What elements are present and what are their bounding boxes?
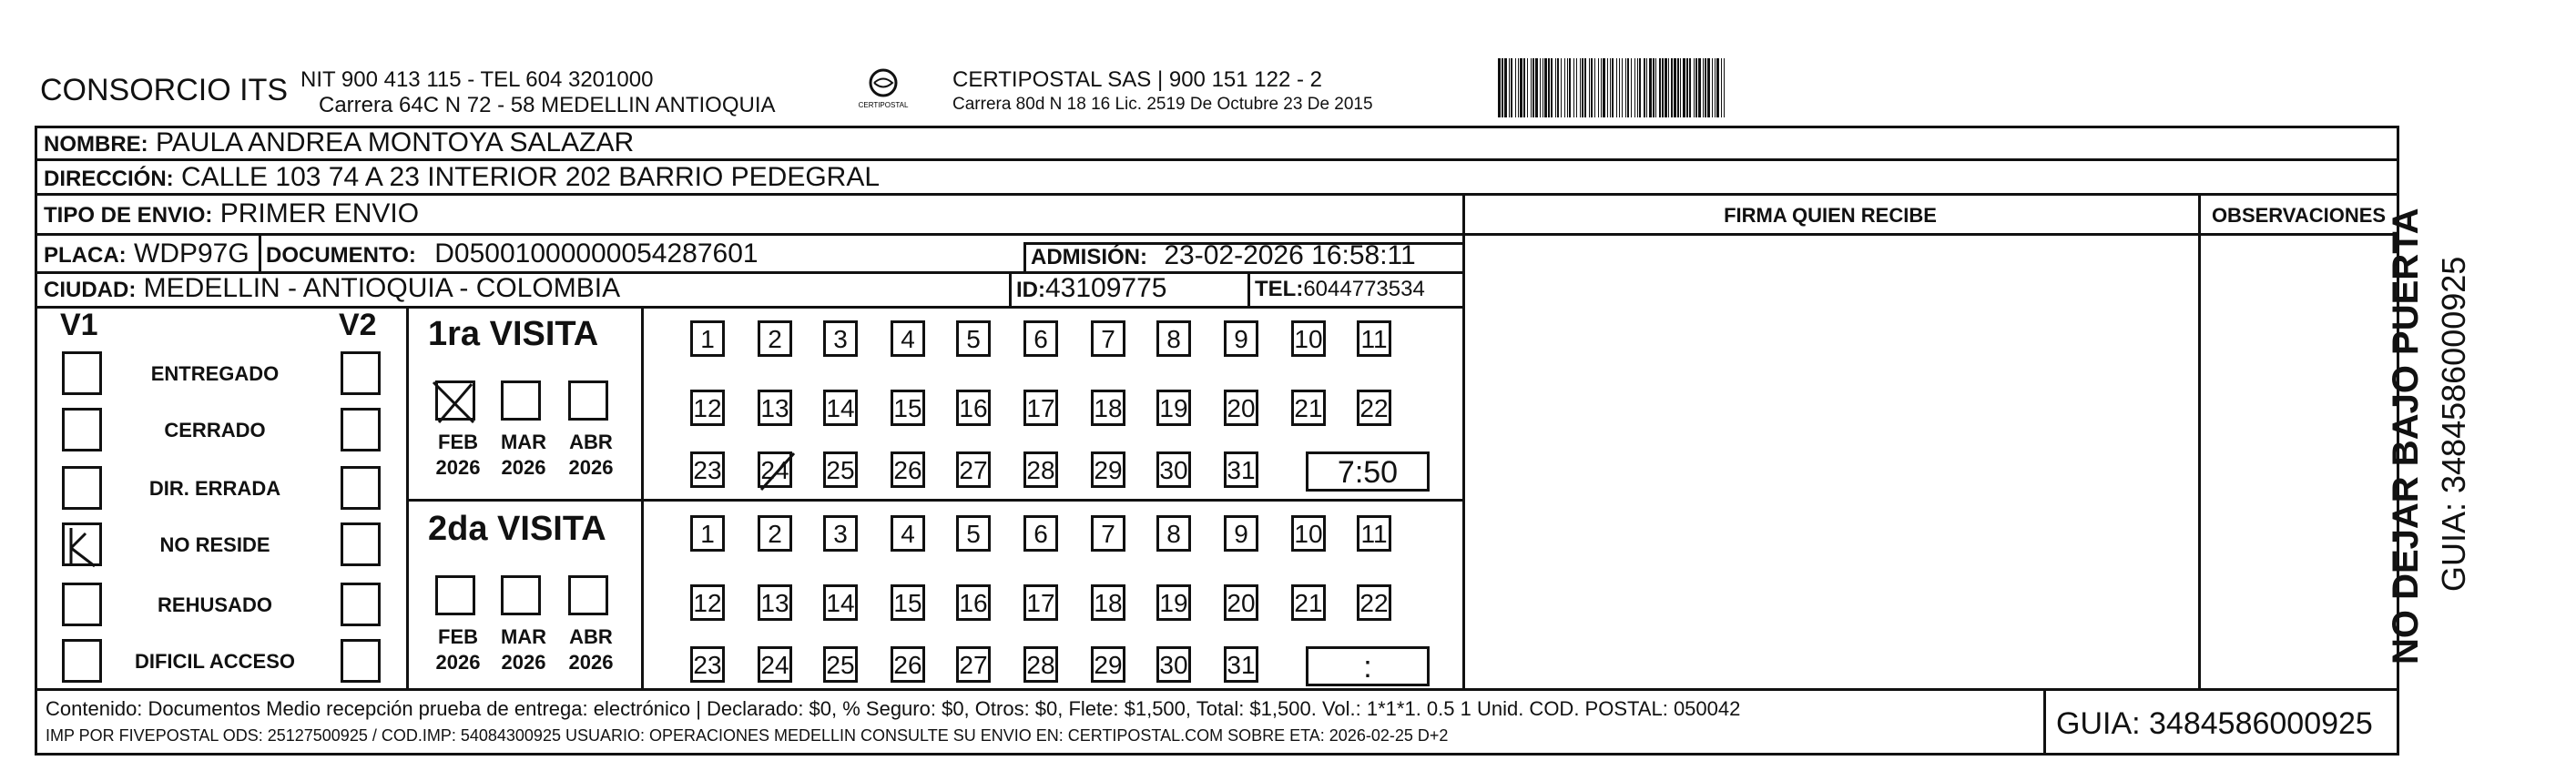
nombre-value: PAULA ANDREA MONTOYA SALAZAR bbox=[156, 127, 635, 157]
day-box[interactable]: 11 bbox=[1357, 515, 1391, 552]
status-divider bbox=[406, 306, 409, 688]
barcode-bar bbox=[1705, 58, 1706, 117]
month-label bbox=[492, 624, 555, 675]
footer-divider bbox=[2043, 688, 2046, 756]
time-box[interactable] bbox=[1306, 451, 1430, 492]
barcode-bar bbox=[1703, 58, 1704, 117]
time-box[interactable] bbox=[1306, 646, 1430, 686]
cell-divider bbox=[259, 233, 261, 271]
day-box[interactable]: 15 bbox=[891, 584, 925, 621]
barcode-bar bbox=[1548, 58, 1550, 117]
v2-checkbox[interactable] bbox=[341, 583, 381, 626]
day-box[interactable]: 7 bbox=[1091, 320, 1125, 357]
observaciones-header: OBSERVACIONES bbox=[2211, 204, 2387, 227]
tel-label: TEL: bbox=[1255, 277, 1304, 301]
day-box[interactable]: 28 bbox=[1023, 646, 1058, 683]
month-checkbox[interactable] bbox=[501, 575, 541, 615]
day-box[interactable]: 15 bbox=[891, 390, 925, 426]
barcode-bar bbox=[1580, 58, 1581, 117]
day-box[interactable]: 19 bbox=[1156, 584, 1191, 621]
day-box[interactable]: 20 bbox=[1224, 390, 1258, 426]
barcode-bar bbox=[1653, 58, 1655, 117]
day-box[interactable]: 26 bbox=[891, 451, 925, 488]
admision-value: 23-02-2026 16:58:11 bbox=[1164, 240, 1416, 270]
barcode-bar bbox=[1509, 58, 1510, 117]
month-label bbox=[559, 624, 623, 675]
day-box[interactable]: 24 bbox=[758, 646, 792, 683]
barcode-bar bbox=[1655, 58, 1656, 117]
visit-divider bbox=[641, 306, 644, 688]
barcode-bar bbox=[1634, 58, 1635, 117]
row-divider bbox=[35, 233, 2399, 236]
month-year: 2026 bbox=[435, 651, 481, 674]
row-divider bbox=[35, 306, 1462, 309]
day-box[interactable]: 5 bbox=[956, 515, 991, 552]
ciudad-label: CIUDAD: bbox=[44, 278, 137, 302]
month-name: ABR bbox=[569, 431, 613, 453]
day-box[interactable]: 2 bbox=[758, 515, 792, 552]
month-name: FEB bbox=[438, 431, 478, 453]
day-box[interactable]: 21 bbox=[1291, 390, 1326, 426]
nombre-row bbox=[44, 127, 634, 158]
row-divider bbox=[35, 158, 2399, 161]
barcode-bar bbox=[1551, 58, 1553, 117]
barcode-bar bbox=[1607, 58, 1608, 117]
v1-label: V1 bbox=[60, 308, 98, 342]
barcode-bar bbox=[1698, 58, 1701, 117]
day-box[interactable]: 25 bbox=[823, 451, 858, 488]
documento-row bbox=[266, 238, 759, 269]
sender-company: CONSORCIO ITS bbox=[40, 73, 289, 107]
day-box[interactable]: 23 bbox=[690, 451, 725, 488]
v2-label: V2 bbox=[339, 308, 377, 342]
barcode-bar bbox=[1644, 58, 1645, 117]
obs-column-left bbox=[2198, 193, 2201, 688]
barcode-bar bbox=[1712, 58, 1713, 117]
barcode-bar bbox=[1591, 58, 1593, 117]
barcode-bar bbox=[1689, 58, 1691, 117]
month-year: 2026 bbox=[501, 456, 546, 479]
admision-row bbox=[1031, 240, 1416, 271]
v2-checkbox[interactable] bbox=[341, 522, 381, 566]
footer-line1: Contenido: Documentos Medio recepción prueba de entrega: electrónico | Declarado: $0, % Seguro: $0, Otros: $0, Flete: $1,500, Total: $1,500. Vol.: 1*1*1. 0.5 1 Unid. COD. POSTAL: 050042 bbox=[46, 697, 1741, 720]
barcode-bar bbox=[1619, 58, 1620, 117]
v1-checkbox[interactable] bbox=[62, 466, 102, 510]
month-label bbox=[426, 624, 490, 675]
documento-label: DOCUMENTO: bbox=[266, 243, 416, 268]
tel-row bbox=[1255, 277, 1425, 302]
barcode-bar bbox=[1625, 58, 1626, 117]
status-option-label: ENTREGADO bbox=[150, 362, 280, 385]
day-box[interactable]: 11 bbox=[1357, 320, 1391, 357]
day-box[interactable]: 14 bbox=[823, 584, 858, 621]
status-option-label: DIR. ERRADA bbox=[148, 477, 281, 500]
day-box[interactable]: 2 bbox=[758, 320, 792, 357]
tipo-label: TIPO DE ENVIO: bbox=[44, 203, 213, 228]
barcode-bar bbox=[1555, 58, 1556, 117]
day-box[interactable]: 23 bbox=[690, 646, 725, 683]
day-box[interactable]: 20 bbox=[1224, 584, 1258, 621]
barcode-bar bbox=[1520, 58, 1522, 117]
carrier-address: Carrera 80d N 18 16 Lic. 2519 De Octubre 23 De 2015 bbox=[952, 95, 1373, 114]
barcode-bar bbox=[1674, 58, 1676, 117]
row-divider bbox=[35, 193, 2399, 196]
barcode-bar bbox=[1531, 58, 1532, 117]
day-box[interactable]: 1 bbox=[690, 320, 725, 357]
month-year: 2026 bbox=[435, 456, 481, 479]
barcode-bar bbox=[1594, 58, 1595, 117]
month-checkbox[interactable] bbox=[568, 380, 608, 421]
nombre-label: NOMBRE: bbox=[44, 132, 148, 157]
time-value: : bbox=[1363, 650, 1372, 685]
month-label bbox=[492, 430, 555, 481]
barcode-bar bbox=[1677, 58, 1679, 117]
day-box[interactable]: 28 bbox=[1023, 451, 1058, 488]
barcode-bar bbox=[1527, 58, 1528, 117]
day-box[interactable]: 16 bbox=[956, 584, 991, 621]
footer-line2: IMP POR FIVEPOSTAL ODS: 25127500925 / COD.IMP: 54084300925 USUARIO: OPERACIONES MEDELLIN CONSULTE SU ENVIO EN: CERTIPOSTAL.COM SOBRE ETA: 2026-02-25 D+2 bbox=[46, 726, 1449, 745]
day-box[interactable]: 17 bbox=[1023, 390, 1058, 426]
barcode-bar bbox=[1557, 58, 1559, 117]
visit-title: 1ra VISITA bbox=[428, 315, 599, 353]
barcode-bar bbox=[1649, 58, 1652, 117]
status-option-label: DIFICIL ACCESO bbox=[134, 650, 295, 673]
day-box[interactable]: 4 bbox=[891, 320, 925, 357]
admision-label: ADMISIÓN: bbox=[1031, 245, 1147, 269]
day-box[interactable]: 31 bbox=[1224, 451, 1258, 488]
day-box[interactable]: 8 bbox=[1156, 515, 1191, 552]
id-label: ID: bbox=[1016, 278, 1045, 302]
v2-checkbox[interactable] bbox=[341, 639, 381, 683]
barcode-bar bbox=[1627, 58, 1629, 117]
barcode-bar bbox=[1598, 58, 1599, 117]
barcode-bar bbox=[1567, 58, 1568, 117]
visit-title: 2da VISITA bbox=[428, 510, 606, 548]
day-box[interactable]: 6 bbox=[1023, 320, 1058, 357]
ciudad-value: MEDELLIN - ANTIOQUIA - COLOMBIA bbox=[143, 273, 621, 303]
day-box[interactable]: 29 bbox=[1091, 451, 1125, 488]
day-box[interactable]: 17 bbox=[1023, 584, 1058, 621]
barcode-bar bbox=[1724, 58, 1725, 117]
barcode-bar bbox=[1603, 58, 1605, 117]
day-box[interactable]: 25 bbox=[823, 646, 858, 683]
month-name: FEB bbox=[438, 625, 478, 648]
barcode-bar bbox=[1683, 58, 1685, 117]
day-box[interactable]: 18 bbox=[1091, 584, 1125, 621]
day-box[interactable]: 14 bbox=[823, 390, 858, 426]
cell-divider bbox=[1023, 242, 1026, 271]
month-year: 2026 bbox=[568, 651, 614, 674]
day-box[interactable]: 5 bbox=[956, 320, 991, 357]
tel-value: 6044773534 bbox=[1303, 277, 1425, 301]
cell-divider bbox=[1247, 271, 1250, 306]
direccion-row bbox=[44, 162, 880, 193]
status-option-label: NO RESIDE bbox=[159, 533, 270, 556]
month-label bbox=[559, 430, 623, 481]
day-box[interactable]: 12 bbox=[690, 584, 725, 621]
v1-checkbox[interactable] bbox=[62, 408, 102, 451]
day-box[interactable]: 26 bbox=[891, 646, 925, 683]
direccion-value: CALLE 103 74 A 23 INTERIOR 202 BARRIO PEDEGRAL bbox=[181, 162, 881, 192]
barcode-bar bbox=[1584, 58, 1586, 117]
ciudad-row bbox=[44, 273, 620, 304]
barcode-bar bbox=[1716, 58, 1719, 117]
barcode-bar bbox=[1707, 58, 1710, 117]
tipo-value: PRIMER ENVIO bbox=[219, 198, 420, 228]
barcode-bar bbox=[1671, 58, 1673, 117]
v2-checkbox[interactable] bbox=[341, 466, 381, 510]
barcode-bar bbox=[1695, 58, 1697, 117]
barcode-bar bbox=[1561, 58, 1562, 117]
day-box[interactable]: 13 bbox=[758, 390, 792, 426]
barcode-bar bbox=[1573, 58, 1574, 117]
day-box[interactable]: 10 bbox=[1291, 320, 1326, 357]
v1-checkbox[interactable] bbox=[62, 583, 102, 626]
no-reside-mark bbox=[58, 521, 109, 576]
feb-mark bbox=[428, 377, 483, 432]
day-box[interactable]: 22 bbox=[1357, 390, 1391, 426]
day-box[interactable]: 19 bbox=[1156, 390, 1191, 426]
barcode bbox=[1498, 58, 2176, 117]
firma-column-left bbox=[1462, 193, 1465, 688]
month-checkbox[interactable] bbox=[501, 380, 541, 421]
day-box[interactable]: 27 bbox=[956, 646, 991, 683]
id-value: 43109775 bbox=[1045, 273, 1167, 303]
certipostal-logo bbox=[856, 67, 911, 113]
day-box[interactable]: 4 bbox=[891, 515, 925, 552]
day-box[interactable]: 27 bbox=[956, 451, 991, 488]
id-row bbox=[1016, 273, 1166, 304]
barcode-bar bbox=[1564, 58, 1565, 117]
day-box[interactable]: 18 bbox=[1091, 390, 1125, 426]
day-box[interactable]: 10 bbox=[1291, 515, 1326, 552]
day-box[interactable]: 13 bbox=[758, 584, 792, 621]
day-box[interactable]: 7 bbox=[1091, 515, 1125, 552]
barcode-bar bbox=[1639, 58, 1641, 117]
month-year: 2026 bbox=[568, 456, 614, 479]
barcode-bar bbox=[1589, 58, 1590, 117]
day-box[interactable]: 30 bbox=[1156, 646, 1191, 683]
day-box[interactable]: 21 bbox=[1291, 584, 1326, 621]
barcode-bar bbox=[1662, 58, 1664, 117]
barcode-bar bbox=[1715, 58, 1716, 117]
barcode-bar bbox=[1686, 58, 1688, 117]
barcode-bar bbox=[1576, 58, 1577, 117]
barcode-bar bbox=[1601, 58, 1602, 117]
barcode-bar bbox=[1637, 58, 1638, 117]
sender-nit: NIT 900 413 115 - TEL 604 3201000 bbox=[300, 67, 654, 92]
barcode-bar bbox=[1680, 58, 1681, 117]
month-checkbox[interactable] bbox=[435, 575, 475, 615]
day-box[interactable]: 3 bbox=[823, 320, 858, 357]
day-box[interactable]: 1 bbox=[690, 515, 725, 552]
barcode-bar bbox=[1515, 58, 1516, 117]
month-label bbox=[426, 430, 490, 481]
barcode-bar bbox=[1532, 58, 1534, 117]
barcode-bar bbox=[1504, 58, 1507, 117]
barcode-bar bbox=[1511, 58, 1512, 117]
month-checkbox[interactable] bbox=[568, 575, 608, 615]
month-name: ABR bbox=[569, 625, 613, 648]
barcode-bar bbox=[1694, 58, 1695, 117]
day-box[interactable]: 22 bbox=[1357, 584, 1391, 621]
cell-divider bbox=[1009, 271, 1012, 306]
carrier-line: CERTIPOSTAL SAS | 900 151 122 - 2 bbox=[952, 67, 1322, 92]
day-box[interactable]: 3 bbox=[823, 515, 858, 552]
day-box[interactable]: 29 bbox=[1091, 646, 1125, 683]
sender-address: Carrera 64C N 72 - 58 MEDELLIN ANTIOQUIA bbox=[319, 93, 776, 117]
day-box[interactable]: 8 bbox=[1156, 320, 1191, 357]
barcode-bar bbox=[1582, 58, 1583, 117]
placa-row bbox=[44, 238, 249, 269]
barcode-bar bbox=[1535, 58, 1538, 117]
v1-checkbox[interactable] bbox=[62, 639, 102, 683]
documento-value: D05001000000054287601 bbox=[434, 238, 759, 269]
barcode-bar bbox=[1523, 58, 1525, 117]
side-warning: NO DEJAR BAJO PUERTA bbox=[2386, 208, 2426, 664]
month-year: 2026 bbox=[501, 651, 546, 674]
barcode-bar bbox=[1610, 58, 1611, 117]
status-option-label: CERRADO bbox=[164, 419, 266, 441]
visit-divider bbox=[406, 499, 1462, 502]
logo-text: CERTIPOSTAL bbox=[858, 101, 909, 109]
barcode-bar bbox=[1612, 58, 1614, 117]
day-box[interactable]: 16 bbox=[956, 390, 991, 426]
day-box[interactable]: 12 bbox=[690, 390, 725, 426]
placa-value: WDP97G bbox=[134, 238, 249, 269]
barcode-bar bbox=[1668, 58, 1669, 117]
day-box[interactable]: 9 bbox=[1224, 515, 1258, 552]
footer-guia: GUIA: 3484586000925 bbox=[2056, 706, 2373, 741]
barcode-bar bbox=[1569, 58, 1571, 117]
side-guia: GUIA: 3484586000925 bbox=[2435, 256, 2472, 592]
day-box[interactable]: 9 bbox=[1224, 320, 1258, 357]
firma-header: FIRMA QUIEN RECIBE bbox=[1724, 204, 1937, 227]
day-box[interactable]: 30 bbox=[1156, 451, 1191, 488]
barcode-bar bbox=[1721, 58, 1722, 117]
day-box[interactable]: 31 bbox=[1224, 646, 1258, 683]
barcode-bar bbox=[1659, 58, 1661, 117]
barcode-bar bbox=[1518, 58, 1519, 117]
tipo-row bbox=[44, 198, 419, 229]
barcode-bar bbox=[1540, 58, 1541, 117]
time-value: 7:50 bbox=[1337, 455, 1399, 490]
barcode-bar bbox=[1616, 58, 1617, 117]
v1-checkbox[interactable] bbox=[62, 351, 102, 395]
barcode-bar bbox=[1622, 58, 1623, 117]
day-box[interactable]: 24 bbox=[758, 451, 792, 488]
barcode-bar bbox=[1665, 58, 1667, 117]
v2-checkbox[interactable] bbox=[341, 408, 381, 451]
barcode-bar bbox=[1498, 58, 1501, 117]
barcode-bar bbox=[1631, 58, 1632, 117]
day-box[interactable]: 6 bbox=[1023, 515, 1058, 552]
placa-label: PLACA: bbox=[44, 243, 127, 268]
direccion-label: DIRECCIÓN: bbox=[44, 167, 174, 191]
barcode-bar bbox=[1502, 58, 1503, 117]
status-option-label: REHUSADO bbox=[158, 593, 272, 616]
v2-checkbox[interactable] bbox=[341, 351, 381, 395]
month-name: MAR bbox=[500, 625, 547, 648]
barcode-bar bbox=[1544, 58, 1547, 117]
month-name: MAR bbox=[500, 431, 547, 453]
barcode-bar bbox=[1646, 58, 1647, 117]
day-24-mark bbox=[758, 450, 798, 500]
